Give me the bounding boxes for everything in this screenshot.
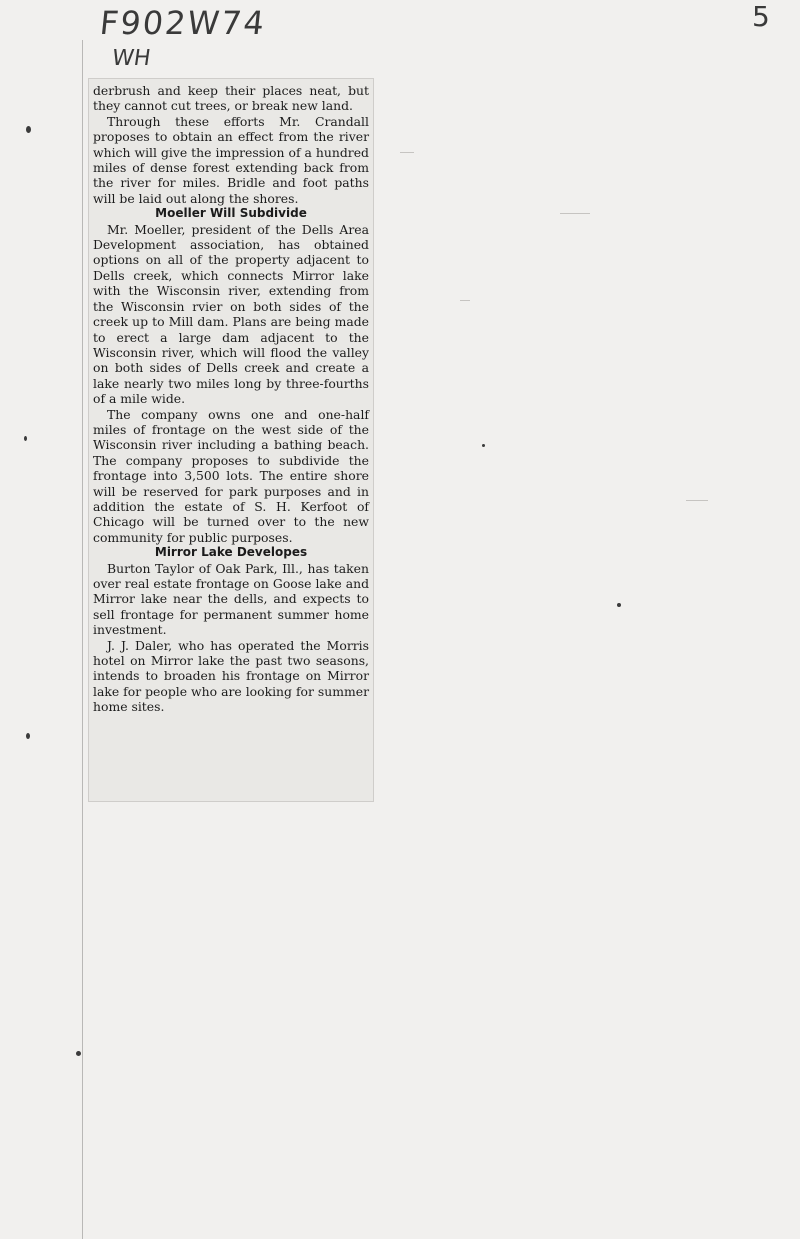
scan-speck [26, 126, 31, 133]
scan-mark [560, 213, 590, 214]
article-paragraph: Through these efforts Mr. Crandall proposes to obtain an effect from the river which will give the impression of a hundred miles of dense forest extending back from the river for miles. Bridle and foot paths will be laid out along the shores. [93, 113, 369, 206]
scrapbook-page-edge [82, 40, 83, 1239]
handwritten-initials: WH [110, 46, 153, 71]
article-paragraph: The company owns one and one-half miles of frontage on the west side of the Wisconsin river including a bathing beach. The company proposes to subdivide the frontage into 3,500 lots. The entire shore will be reserved for park purposes and in addition the estate of S. H. Kerfoot of Chicago will be turned over to the new community for public purposes. [93, 406, 369, 545]
handwritten-reference-code: F902W74 [98, 4, 268, 42]
scan-speck [617, 603, 621, 607]
article-subheading: Moeller Will Subdivide [155, 206, 307, 221]
scan-mark [686, 500, 708, 501]
scan-speck [24, 436, 27, 441]
article-paragraph: J. J. Daler, who has operated the Morris hotel on Mirror lake the past two seasons, intends to broaden his frontage on Mirror lake for people who are looking for summer home sites. [93, 637, 369, 715]
article-paragraph: Mr. Moeller, president of the Dells Area Development association, has obtained options on all of the property adjacent to Dells creek, which connects Mirror lake with the Wisconsin river, extending from the Wisconsin rvier on both sides of the creek up to Mill dam. Plans are being made to erect a large dam adjacent to the Wisconsin river, which will flood the valley on both sides of Dells creek and create a lake nearly two miles long by three-fourths of a mile wide. [93, 221, 369, 407]
scan-speck [482, 444, 485, 447]
page-number: 5 [752, 0, 770, 33]
scan-mark [460, 300, 470, 301]
newspaper-clipping [88, 78, 374, 802]
scan-speck [76, 1051, 81, 1056]
scan-mark [400, 152, 414, 153]
scan-speck [26, 733, 30, 739]
article-subheading: Mirror Lake Developes [154, 545, 308, 560]
article-paragraph: derbrush and keep their places neat, but they cannot cut trees, or break new land. [93, 83, 369, 114]
article-paragraph: Burton Taylor of Oak Park, Ill., has taken over real estate frontage on Goose lake and Mirror lake near the dells, and expects to sell frontage for permanent summer home investment. [93, 560, 369, 638]
